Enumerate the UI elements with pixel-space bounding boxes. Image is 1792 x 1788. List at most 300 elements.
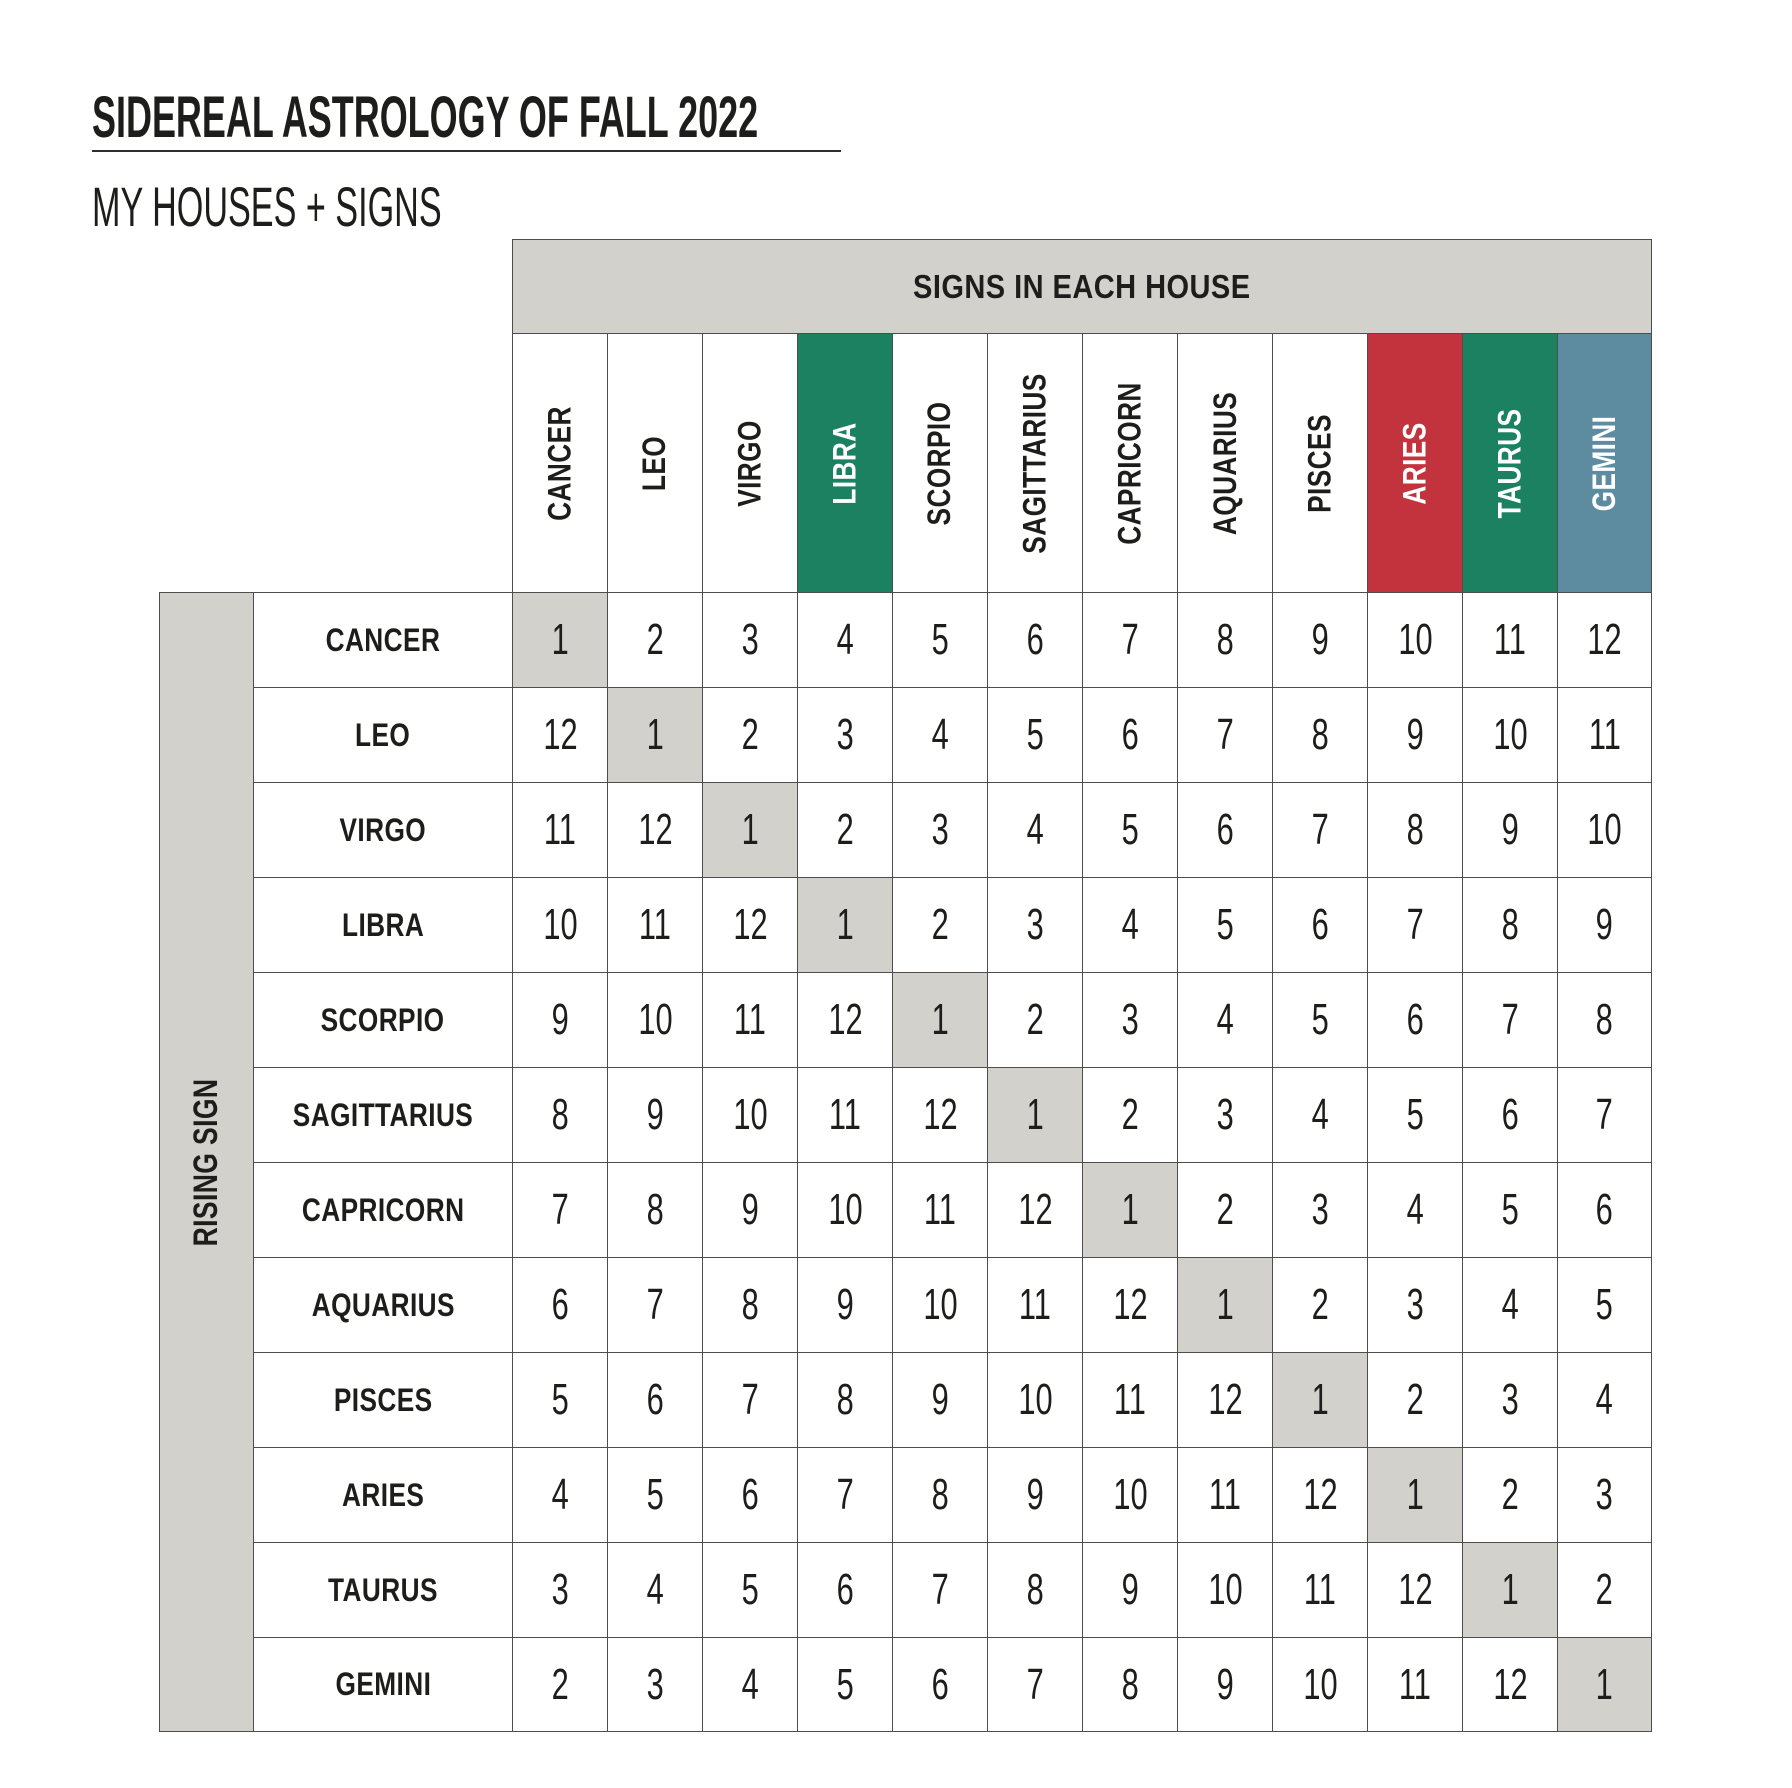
house-number: 7 (931, 1565, 949, 1614)
column-header-label: TAURUS (1491, 408, 1528, 518)
row-label-text: GEMINI (335, 1666, 431, 1702)
matrix-cell-cancer-cancer (512, 592, 607, 687)
matrix-cell-scorpio-gemini (1557, 972, 1652, 1067)
house-number: 6 (1406, 995, 1424, 1044)
house-number: 4 (1311, 1090, 1329, 1139)
house-number: 5 (1216, 900, 1234, 949)
column-header-label: SCORPIO (921, 401, 958, 525)
house-number: 10 (1207, 1565, 1243, 1614)
house-number: 12 (637, 805, 673, 854)
house-number: 3 (836, 710, 854, 759)
matrix-cell-libra-capricorn (1082, 877, 1177, 972)
row-label-text: PISCES (333, 1381, 433, 1418)
column-header-aries (1367, 333, 1462, 592)
column-header-scorpio (892, 333, 987, 592)
house-number: 10 (1492, 710, 1528, 759)
matrix-cell-taurus-capricorn (1082, 1542, 1177, 1637)
row-label-text: LEO (355, 716, 411, 753)
rising-sign-header (159, 592, 253, 1732)
matrix-cell-taurus-leo (607, 1542, 702, 1637)
matrix-cell-sagittarius-leo (607, 1067, 702, 1162)
matrix-cell-gemini-gemini (1557, 1637, 1652, 1732)
matrix-cell-virgo-scorpio (892, 782, 987, 877)
matrix-corner-spacer (159, 239, 512, 592)
row-label-pisces (253, 1352, 512, 1447)
house-number: 9 (1406, 710, 1424, 759)
house-number: 8 (1406, 805, 1424, 854)
matrix-cell-aries-gemini (1557, 1447, 1652, 1542)
house-number: 7 (1121, 615, 1139, 664)
matrix-cell-scorpio-pisces (1272, 972, 1367, 1067)
matrix-cell-aquarius-aries (1367, 1257, 1462, 1352)
row-label-text: ARIES (341, 1476, 425, 1513)
matrix-cell-gemini-leo (607, 1637, 702, 1732)
matrix-cell-leo-sagittarius (987, 687, 1082, 782)
matrix-cell-scorpio-cancer (512, 972, 607, 1067)
house-number: 10 (827, 1185, 863, 1234)
house-number: 9 (1121, 1565, 1139, 1614)
matrix-cell-taurus-aries (1367, 1542, 1462, 1637)
matrix-cell-pisces-scorpio (892, 1352, 987, 1447)
matrix-cell-sagittarius-libra (797, 1067, 892, 1162)
column-header-label: SAGITTARIUS (1016, 372, 1053, 554)
matrix-cell-aquarius-libra (797, 1257, 892, 1352)
matrix-cell-gemini-pisces (1272, 1637, 1367, 1732)
house-number: 10 (732, 1090, 768, 1139)
matrix-cell-leo-virgo (702, 687, 797, 782)
matrix-cell-libra-aquarius (1177, 877, 1272, 972)
matrix-cell-leo-aquarius (1177, 687, 1272, 782)
house-number: 3 (1121, 995, 1139, 1044)
matrix-cell-leo-capricorn (1082, 687, 1177, 782)
matrix-cell-taurus-pisces (1272, 1542, 1367, 1637)
house-number: 1 (1501, 1565, 1519, 1614)
column-header-taurus (1462, 333, 1557, 592)
house-number: 1 (551, 615, 569, 664)
house-number: 12 (1017, 1185, 1053, 1234)
matrix-cell-gemini-capricorn (1082, 1637, 1177, 1732)
house-number: 3 (931, 805, 949, 854)
house-number: 5 (551, 1375, 569, 1424)
matrix-cell-pisces-capricorn (1082, 1352, 1177, 1447)
house-number: 2 (1121, 1090, 1139, 1139)
house-number: 4 (551, 1470, 569, 1519)
house-number: 12 (542, 710, 578, 759)
matrix-cell-cancer-taurus (1462, 592, 1557, 687)
house-number: 2 (646, 615, 664, 664)
column-header-label: AQUARIUS (1206, 391, 1243, 535)
house-number: 12 (1112, 1280, 1148, 1329)
house-number: 11 (1588, 710, 1621, 759)
house-number: 4 (1406, 1185, 1424, 1234)
matrix-cell-aries-aquarius (1177, 1447, 1272, 1542)
house-number: 11 (1399, 1659, 1431, 1709)
matrix-cell-gemini-virgo (702, 1637, 797, 1732)
matrix-cell-gemini-cancer (512, 1637, 607, 1732)
column-header-label: VIRGO (731, 419, 768, 507)
house-number: 7 (646, 1280, 664, 1329)
matrix-cell-aquarius-cancer (512, 1257, 607, 1352)
house-number: 10 (637, 995, 673, 1044)
house-number: 4 (836, 615, 854, 664)
matrix-cell-aquarius-leo (607, 1257, 702, 1352)
house-number: 12 (1492, 1659, 1528, 1709)
matrix-cell-capricorn-virgo (702, 1162, 797, 1257)
matrix-cell-aquarius-aquarius (1177, 1257, 1272, 1352)
matrix-cell-virgo-virgo (702, 782, 797, 877)
house-number: 8 (931, 1470, 949, 1519)
house-number: 2 (1501, 1470, 1519, 1519)
house-number: 9 (1595, 900, 1614, 949)
house-number: 3 (551, 1565, 569, 1614)
matrix-cell-cancer-pisces (1272, 592, 1367, 687)
house-number: 1 (836, 900, 854, 949)
matrix-cell-aries-scorpio (892, 1447, 987, 1542)
house-number: 7 (551, 1185, 569, 1234)
house-number: 1 (931, 995, 949, 1044)
house-number: 4 (741, 1659, 759, 1709)
house-number: 10 (1112, 1470, 1148, 1519)
matrix-cell-capricorn-cancer (512, 1162, 607, 1257)
row-label-text: SCORPIO (321, 1001, 445, 1038)
house-number: 6 (836, 1565, 854, 1614)
house-number: 2 (551, 1659, 569, 1709)
house-number: 5 (1121, 805, 1139, 854)
matrix-cell-taurus-scorpio (892, 1542, 987, 1637)
house-number: 2 (1406, 1375, 1424, 1424)
house-number: 12 (732, 900, 768, 949)
house-number: 1 (1121, 1185, 1139, 1234)
house-number: 9 (1026, 1470, 1044, 1519)
matrix-cell-pisces-taurus (1462, 1352, 1557, 1447)
house-number: 3 (1406, 1280, 1424, 1329)
house-number: 8 (1311, 710, 1329, 759)
house-number: 3 (741, 615, 759, 664)
house-number: 7 (1026, 1659, 1044, 1709)
matrix-cell-scorpio-virgo (702, 972, 797, 1067)
houses-signs-matrix (159, 239, 1652, 1732)
matrix-cell-pisces-virgo (702, 1352, 797, 1447)
house-number: 4 (1216, 995, 1234, 1044)
house-number: 3 (646, 1659, 664, 1709)
house-number: 6 (1595, 1185, 1614, 1234)
house-number: 5 (1595, 1280, 1614, 1329)
matrix-cell-aries-taurus (1462, 1447, 1557, 1542)
matrix-cell-libra-scorpio (892, 877, 987, 972)
matrix-cell-capricorn-capricorn (1082, 1162, 1177, 1257)
house-number: 10 (1302, 1659, 1338, 1709)
matrix-cell-aries-aries (1367, 1447, 1462, 1542)
matrix-cell-capricorn-aries (1367, 1162, 1462, 1257)
matrix-cell-pisces-aquarius (1177, 1352, 1272, 1447)
house-number: 6 (1311, 900, 1329, 949)
rising-sign-label: RISING SIGN (187, 1078, 226, 1246)
house-number: 7 (836, 1470, 854, 1519)
page-title: SIDEREAL ASTROLOGY OF FALL 2022 (92, 85, 759, 150)
house-number: 9 (551, 995, 569, 1044)
matrix-cell-aquarius-sagittarius (987, 1257, 1082, 1352)
column-header-libra (797, 333, 892, 592)
row-label-libra (253, 877, 512, 972)
matrix-cell-libra-aries (1367, 877, 1462, 972)
matrix-cell-libra-taurus (1462, 877, 1557, 972)
house-number: 1 (1216, 1280, 1234, 1329)
column-header-virgo (702, 333, 797, 592)
row-label-text: CAPRICORN (301, 1191, 465, 1228)
matrix-cell-pisces-leo (607, 1352, 702, 1447)
house-number: 6 (1121, 710, 1139, 759)
house-number: 3 (1216, 1090, 1234, 1139)
matrix-cell-libra-leo (607, 877, 702, 972)
row-label-text: TAURUS (328, 1571, 438, 1608)
house-number: 9 (741, 1185, 759, 1234)
matrix-cell-aries-cancer (512, 1447, 607, 1542)
house-number: 7 (1216, 710, 1234, 759)
row-label-gemini (253, 1637, 512, 1732)
matrix-cell-cancer-leo (607, 592, 702, 687)
matrix-cell-aries-sagittarius (987, 1447, 1082, 1542)
column-header-leo (607, 333, 702, 592)
matrix-cell-sagittarius-cancer (512, 1067, 607, 1162)
matrix-cell-cancer-capricorn (1082, 592, 1177, 687)
row-label-aquarius (253, 1257, 512, 1352)
column-header-label: LEO (636, 435, 673, 491)
matrix-cell-libra-cancer (512, 877, 607, 972)
matrix-cell-virgo-gemini (1557, 782, 1652, 877)
row-label-leo (253, 687, 512, 782)
column-header-cancer (512, 333, 607, 592)
matrix-cell-sagittarius-aries (1367, 1067, 1462, 1162)
matrix-cell-capricorn-scorpio (892, 1162, 987, 1257)
column-header-label: CANCER (541, 405, 578, 521)
signs-in-each-house-label: SIGNS IN EACH HOUSE (913, 267, 1251, 305)
house-number: 12 (1397, 1565, 1433, 1614)
matrix-cell-gemini-scorpio (892, 1637, 987, 1732)
house-number: 1 (646, 710, 664, 759)
matrix-cell-aquarius-virgo (702, 1257, 797, 1352)
house-number: 2 (836, 805, 854, 854)
house-number: 5 (1406, 1090, 1424, 1139)
house-number: 6 (1216, 805, 1234, 854)
matrix-cell-scorpio-leo (607, 972, 702, 1067)
house-number: 8 (1216, 615, 1234, 664)
row-label-text: AQUARIUS (311, 1286, 455, 1323)
house-number: 7 (741, 1375, 759, 1424)
matrix-cell-gemini-taurus (1462, 1637, 1557, 1732)
house-number: 8 (741, 1280, 759, 1329)
house-number: 5 (741, 1565, 759, 1614)
matrix-cell-aquarius-capricorn (1082, 1257, 1177, 1352)
matrix-cell-scorpio-libra (797, 972, 892, 1067)
house-number: 11 (1494, 615, 1526, 664)
house-number: 9 (931, 1375, 949, 1424)
matrix-cell-sagittarius-gemini (1557, 1067, 1652, 1162)
matrix-cell-taurus-sagittarius (987, 1542, 1082, 1637)
matrix-cell-aries-pisces (1272, 1447, 1367, 1542)
matrix-cell-pisces-cancer (512, 1352, 607, 1447)
matrix-cell-taurus-aquarius (1177, 1542, 1272, 1637)
house-number: 12 (1587, 615, 1622, 664)
house-number: 10 (1587, 805, 1622, 854)
column-header-label: PISCES (1301, 413, 1338, 513)
matrix-cell-cancer-aquarius (1177, 592, 1272, 687)
house-number: 9 (646, 1090, 664, 1139)
matrix-cell-taurus-taurus (1462, 1542, 1557, 1637)
matrix-cell-virgo-sagittarius (987, 782, 1082, 877)
matrix-cell-cancer-gemini (1557, 592, 1652, 687)
house-number: 10 (1017, 1375, 1053, 1424)
matrix-cell-aquarius-taurus (1462, 1257, 1557, 1352)
house-number: 12 (827, 995, 863, 1044)
column-header-label: ARIES (1396, 421, 1433, 505)
house-number: 6 (646, 1375, 664, 1424)
matrix-cell-scorpio-sagittarius (987, 972, 1082, 1067)
matrix-cell-sagittarius-capricorn (1082, 1067, 1177, 1162)
matrix-cell-capricorn-aquarius (1177, 1162, 1272, 1257)
row-label-text: LIBRA (341, 906, 425, 943)
house-number: 1 (1026, 1090, 1044, 1139)
house-number: 10 (1397, 615, 1433, 664)
house-number: 8 (1026, 1565, 1044, 1614)
house-number: 8 (1595, 995, 1614, 1044)
matrix-cell-capricorn-leo (607, 1162, 702, 1257)
matrix-cell-pisces-gemini (1557, 1352, 1652, 1447)
matrix-cell-cancer-aries (1367, 592, 1462, 687)
column-header-label: LIBRA (826, 421, 863, 505)
house-number: 11 (1114, 1375, 1146, 1424)
matrix-cell-virgo-capricorn (1082, 782, 1177, 877)
matrix-cell-sagittarius-taurus (1462, 1067, 1557, 1162)
matrix-cell-aries-libra (797, 1447, 892, 1542)
matrix-cell-virgo-libra (797, 782, 892, 877)
matrix-cell-sagittarius-scorpio (892, 1067, 987, 1162)
column-header-label: GEMINI (1586, 415, 1622, 511)
matrix-cell-capricorn-sagittarius (987, 1162, 1082, 1257)
matrix-cell-pisces-pisces (1272, 1352, 1367, 1447)
matrix-cell-scorpio-scorpio (892, 972, 987, 1067)
matrix-cell-gemini-sagittarius (987, 1637, 1082, 1732)
matrix-cell-leo-gemini (1557, 687, 1652, 782)
house-number: 3 (1595, 1470, 1614, 1519)
matrix-cell-pisces-libra (797, 1352, 892, 1447)
house-number: 2 (1595, 1565, 1614, 1614)
column-header-aquarius (1177, 333, 1272, 592)
matrix-cell-capricorn-gemini (1557, 1162, 1652, 1257)
column-header-pisces (1272, 333, 1367, 592)
house-number: 11 (639, 900, 671, 949)
house-number: 3 (1501, 1375, 1519, 1424)
matrix-cell-taurus-virgo (702, 1542, 797, 1637)
house-number: 12 (1207, 1375, 1243, 1424)
house-number: 11 (1209, 1470, 1241, 1519)
matrix-cell-gemini-aquarius (1177, 1637, 1272, 1732)
house-number: 9 (1216, 1659, 1234, 1709)
matrix-cell-leo-pisces (1272, 687, 1367, 782)
house-number: 9 (836, 1280, 854, 1329)
row-label-taurus (253, 1542, 512, 1637)
house-number: 7 (1311, 805, 1329, 854)
matrix-cell-aries-virgo (702, 1447, 797, 1542)
row-label-capricorn (253, 1162, 512, 1257)
matrix-cell-libra-pisces (1272, 877, 1367, 972)
title-underline (92, 150, 841, 152)
matrix-cell-leo-libra (797, 687, 892, 782)
matrix-cell-virgo-aquarius (1177, 782, 1272, 877)
house-number: 11 (1019, 1280, 1051, 1329)
house-number: 4 (646, 1565, 664, 1614)
house-number: 2 (1026, 995, 1044, 1044)
house-number: 12 (1302, 1470, 1338, 1519)
house-number: 4 (1121, 900, 1139, 949)
row-label-sagittarius (253, 1067, 512, 1162)
row-label-text: VIRGO (339, 811, 427, 848)
house-number: 8 (836, 1375, 854, 1424)
matrix-cell-libra-sagittarius (987, 877, 1082, 972)
matrix-cell-scorpio-capricorn (1082, 972, 1177, 1067)
matrix-cell-libra-virgo (702, 877, 797, 972)
matrix-cell-gemini-aries (1367, 1637, 1462, 1732)
house-number: 5 (1501, 1185, 1519, 1234)
house-number: 4 (931, 710, 949, 759)
house-number: 7 (1406, 900, 1424, 949)
house-number: 1 (1406, 1470, 1424, 1519)
house-number: 9 (1501, 805, 1519, 854)
matrix-cell-leo-aries (1367, 687, 1462, 782)
matrix-cell-aquarius-gemini (1557, 1257, 1652, 1352)
house-number: 11 (829, 1090, 861, 1139)
signs-in-each-house-header (512, 239, 1652, 333)
house-number: 2 (931, 900, 949, 949)
house-number: 8 (1121, 1659, 1139, 1709)
matrix-cell-capricorn-pisces (1272, 1162, 1367, 1257)
matrix-cell-cancer-sagittarius (987, 592, 1082, 687)
matrix-cell-taurus-libra (797, 1542, 892, 1637)
house-number: 11 (734, 995, 766, 1044)
matrix-cell-scorpio-aquarius (1177, 972, 1272, 1067)
matrix-cell-virgo-aries (1367, 782, 1462, 877)
matrix-cell-taurus-gemini (1557, 1542, 1652, 1637)
matrix-cell-leo-leo (607, 687, 702, 782)
matrix-cell-aquarius-pisces (1272, 1257, 1367, 1352)
matrix-cell-gemini-libra (797, 1637, 892, 1732)
house-number: 6 (931, 1659, 949, 1709)
house-number: 5 (931, 615, 949, 664)
row-label-cancer (253, 592, 512, 687)
matrix-cell-sagittarius-virgo (702, 1067, 797, 1162)
house-number: 7 (1501, 995, 1519, 1044)
house-number: 3 (1311, 1185, 1329, 1234)
house-number: 6 (1026, 615, 1044, 664)
house-number: 2 (1311, 1280, 1329, 1329)
matrix-cell-pisces-sagittarius (987, 1352, 1082, 1447)
matrix-cell-scorpio-taurus (1462, 972, 1557, 1067)
matrix-cell-virgo-taurus (1462, 782, 1557, 877)
house-number: 5 (836, 1659, 854, 1709)
house-number: 8 (1501, 900, 1519, 949)
house-number: 8 (551, 1090, 569, 1139)
matrix-cell-libra-gemini (1557, 877, 1652, 972)
house-number: 4 (1026, 805, 1044, 854)
house-number: 5 (1026, 710, 1044, 759)
matrix-cell-sagittarius-pisces (1272, 1067, 1367, 1162)
house-number: 9 (1311, 615, 1329, 664)
row-label-text: CANCER (325, 621, 441, 658)
matrix-cell-leo-cancer (512, 687, 607, 782)
house-number: 7 (1595, 1090, 1614, 1139)
house-number: 4 (1501, 1280, 1519, 1329)
house-number: 8 (646, 1185, 664, 1234)
matrix-cell-cancer-virgo (702, 592, 797, 687)
